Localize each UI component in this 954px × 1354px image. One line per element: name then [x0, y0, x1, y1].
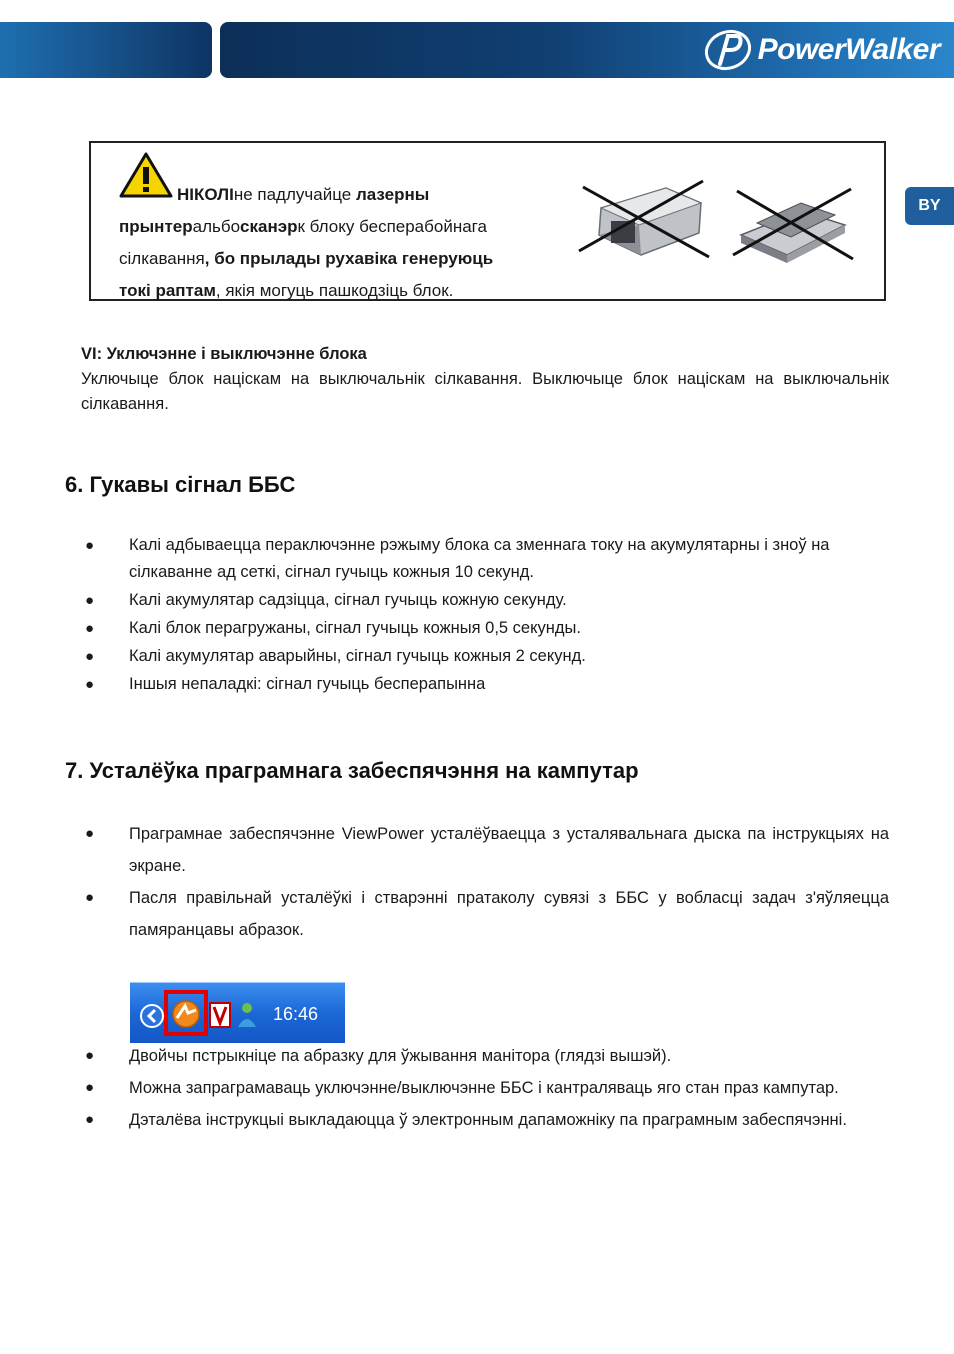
- tray-clock: 16:46: [273, 1004, 319, 1024]
- list-item-text: Дэталёва інструкцыі выкладаюцца ў электронным дапаможніку па праграмным забеспячэнні.: [129, 1111, 847, 1129]
- language-tab[interactable]: BY: [905, 187, 954, 225]
- list-item: [81, 671, 889, 698]
- list-item: [81, 587, 889, 614]
- warning-text-segment: , якія могуць пашкодзіць блок.: [215, 281, 454, 300]
- list-item-text: Двойчы пстрыкніце па абразку для ўжывання манітора (глядзі вышэй).: [129, 1047, 672, 1065]
- list-item-text: Можна запраграмаваць уключэнне/выключэнне ББС і кантраляваць яго стан праз кампутар.: [129, 1079, 839, 1097]
- warning-text-segment: лазерны: [355, 185, 430, 204]
- taskbar-tray-image: [130, 982, 345, 1043]
- list-item-text: Калі адбываецца пераключэнне рэжыму блока са зменнага току на акумулятарны і зноў на сілкаванне ад сеткі, сігнал гучыць кожныя 10 секунд.: [129, 536, 830, 581]
- warning-text-segment: сканэр: [240, 217, 298, 236]
- warning-line: [119, 275, 564, 307]
- scanner-crossed-image: [727, 183, 857, 268]
- list-item-text: Калі блок перагружаны, сігнал гучыць кожныя 0,5 секунды.: [129, 619, 581, 637]
- section-vi-title: VI: Уключэнне і выключэнне блока: [81, 345, 367, 363]
- bullet-icon: ●: [85, 592, 95, 609]
- list-item: [81, 1040, 889, 1072]
- warning-line: [119, 243, 564, 275]
- section-6-heading: 6. Гукавы сігнал ББС: [65, 472, 296, 497]
- warning-text-segment: альбо: [192, 217, 241, 236]
- powerwalker-logo: [702, 28, 940, 72]
- warning-box: [89, 141, 886, 301]
- header-bar-left: [0, 22, 212, 78]
- warning-text-segment: токі раптам: [119, 281, 216, 300]
- list-item-text: Праграмнае забеспячэнне ViewPower усталёўваецца з усталявальнага дыска па інструкцыях на экране.: [129, 825, 889, 875]
- laser-printer-crossed-image: [571, 173, 721, 268]
- bullet-icon: ●: [85, 889, 95, 906]
- list-item: [81, 1104, 889, 1136]
- warning-text-segment: , бо прылады рухавіка генеруюць: [204, 249, 494, 268]
- list-item: [81, 1072, 889, 1104]
- list-item-text: Калі акумулятар садзіцца, сігнал гучыць кожную секунду.: [129, 591, 567, 609]
- section-7-heading: 7. Усталёўка праграмнага забеспячэння на кампутар: [65, 758, 639, 783]
- alarm-list: [81, 532, 889, 699]
- warning-text-segment: сілкавання: [119, 249, 205, 268]
- list-item: [81, 532, 889, 586]
- section-vi-body: Уключыце блок націскам на выключальнік сілкавання. Выключыце блок націскам на выключальнік сілкавання.: [81, 370, 889, 413]
- section-power-on-off: [81, 342, 889, 417]
- warning-text-segment: не падлучайце: [233, 185, 356, 204]
- software-usage-list: [81, 1040, 889, 1136]
- list-item: [81, 818, 889, 882]
- install-steps-list: [81, 818, 889, 946]
- list-item: [81, 882, 889, 946]
- bullet-icon: ●: [85, 648, 95, 665]
- warning-line: [119, 179, 564, 211]
- list-item-text: Калі акумулятар аварыйны, сігнал гучыць кожныя 2 секунд.: [129, 647, 586, 665]
- warning-line: [119, 211, 564, 243]
- bullet-icon: ●: [85, 1047, 95, 1064]
- warning-text: [119, 179, 564, 307]
- list-item-text: Іншыя непаладкі: сігнал гучыць бесперапынна: [129, 675, 486, 693]
- powerwalker-logo-icon: [702, 28, 754, 72]
- warning-text-segment: НІКОЛІ: [177, 185, 234, 204]
- bullet-icon: ●: [85, 620, 95, 637]
- brand-name: PowerWalker: [757, 33, 940, 66]
- header-bar-right: [220, 22, 954, 78]
- bullet-icon: ●: [85, 1079, 95, 1096]
- warning-text-segment: прынтер: [119, 217, 193, 236]
- bullet-icon: ●: [85, 676, 95, 693]
- warning-text-segment: к блоку бесперабойнага: [297, 217, 487, 236]
- list-item: [81, 643, 889, 670]
- list-item: [81, 615, 889, 642]
- bullet-icon: ●: [85, 537, 95, 554]
- list-item-text: Пасля правільнай усталёўкі і стварэнні пратаколу сувязі з ББС у вобласці задач з'яўляецца памяранцавы абразок.: [129, 889, 889, 939]
- bullet-icon: ●: [85, 825, 95, 842]
- bullet-icon: ●: [85, 1111, 95, 1128]
